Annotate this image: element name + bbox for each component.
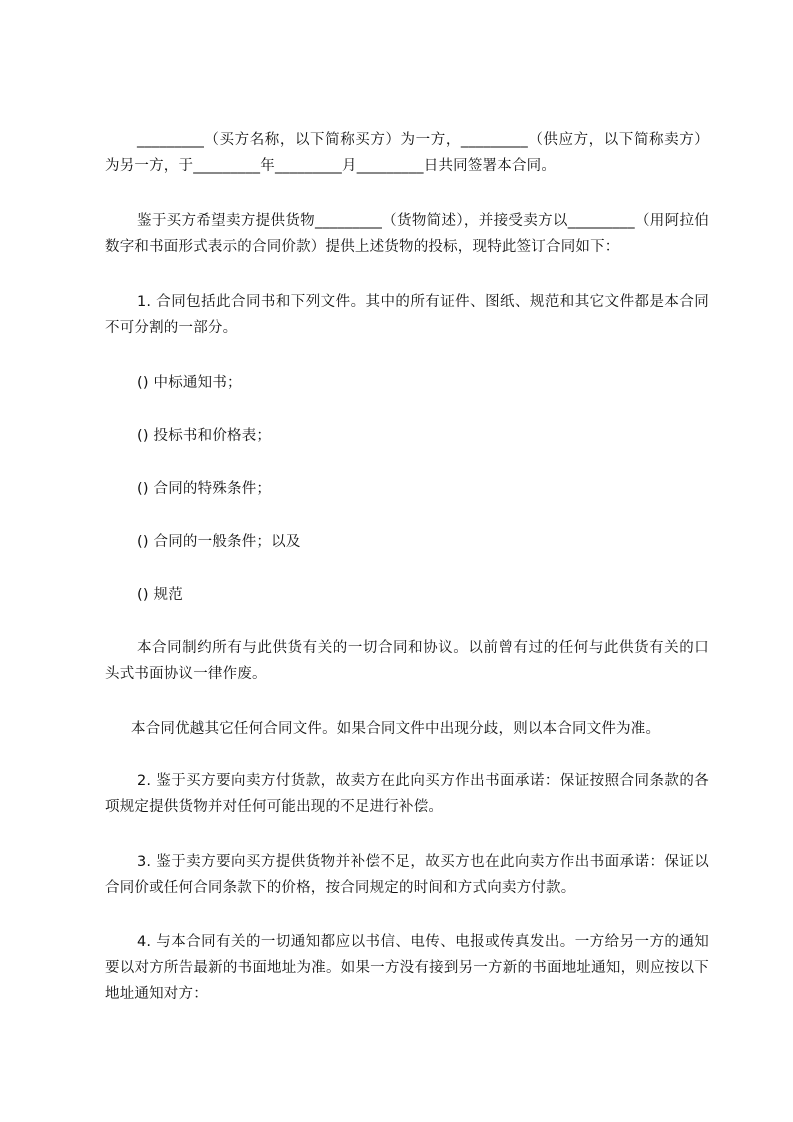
list-item-award-notice: () 中标通知书； xyxy=(137,375,242,391)
list-item-bid-price: () 投标书和价格表； xyxy=(137,428,272,444)
paragraph-precedence: 本合同优越其它任何合同文件。如果合同文件中出现分歧，则以本合同文件为准。 xyxy=(131,721,661,737)
paragraph-parties: _________（买方名称，以下简称买方）为一方，_________（供应方，以下简称卖方）为另一方，于_________年_________月_________日共同签署本合同。 xyxy=(105,132,709,174)
list-item-specifications: () 规范 xyxy=(137,587,183,603)
list-item-special-conditions: () 合同的特殊条件； xyxy=(137,481,272,497)
paragraph-governs: 本合同制约所有与此供货有关的一切合同和协议。以前曾有过的任何与此供货有关的口头式书面协议一律作废。 xyxy=(105,640,709,682)
paragraph-clause-2: 2. 鉴于买方要向卖方付货款，故卖方在此向买方作出书面承诺：保证按照合同条款的各项规定提供货物并对任何可能出现的不足进行补偿。 xyxy=(105,773,709,815)
paragraph-whereas: 鉴于买方希望卖方提供货物_________（货物简述），并接受卖方以_________（用阿拉伯数字和书面形式表示的合同价款）提供上述货物的投标，现特此签订合同如下： xyxy=(105,213,709,255)
list-item-general-conditions: () 合同的一般条件；以及 xyxy=(137,534,301,550)
paragraph-clause-4: 4. 与本合同有关的一切通知都应以书信、电传、电报或传真发出。一方给另一方的通知要以对方所告最新的书面地址为准。如果一方没有接到另一方新的书面地址通知，则应按以下地址通知对方： xyxy=(105,934,709,1002)
paragraph-clause-1: 1. 合同包括此合同书和下列文件。其中的所有证件、图纸、规范和其它文件都是本合同不可分割的一部分。 xyxy=(105,294,709,336)
paragraph-clause-3: 3. 鉴于卖方要向买方提供货物并补偿不足，故买方也在此向卖方作出书面承诺：保证以合同价或任何合同条款下的价格，按合同规定的时间和方式向卖方付款。 xyxy=(105,854,709,896)
